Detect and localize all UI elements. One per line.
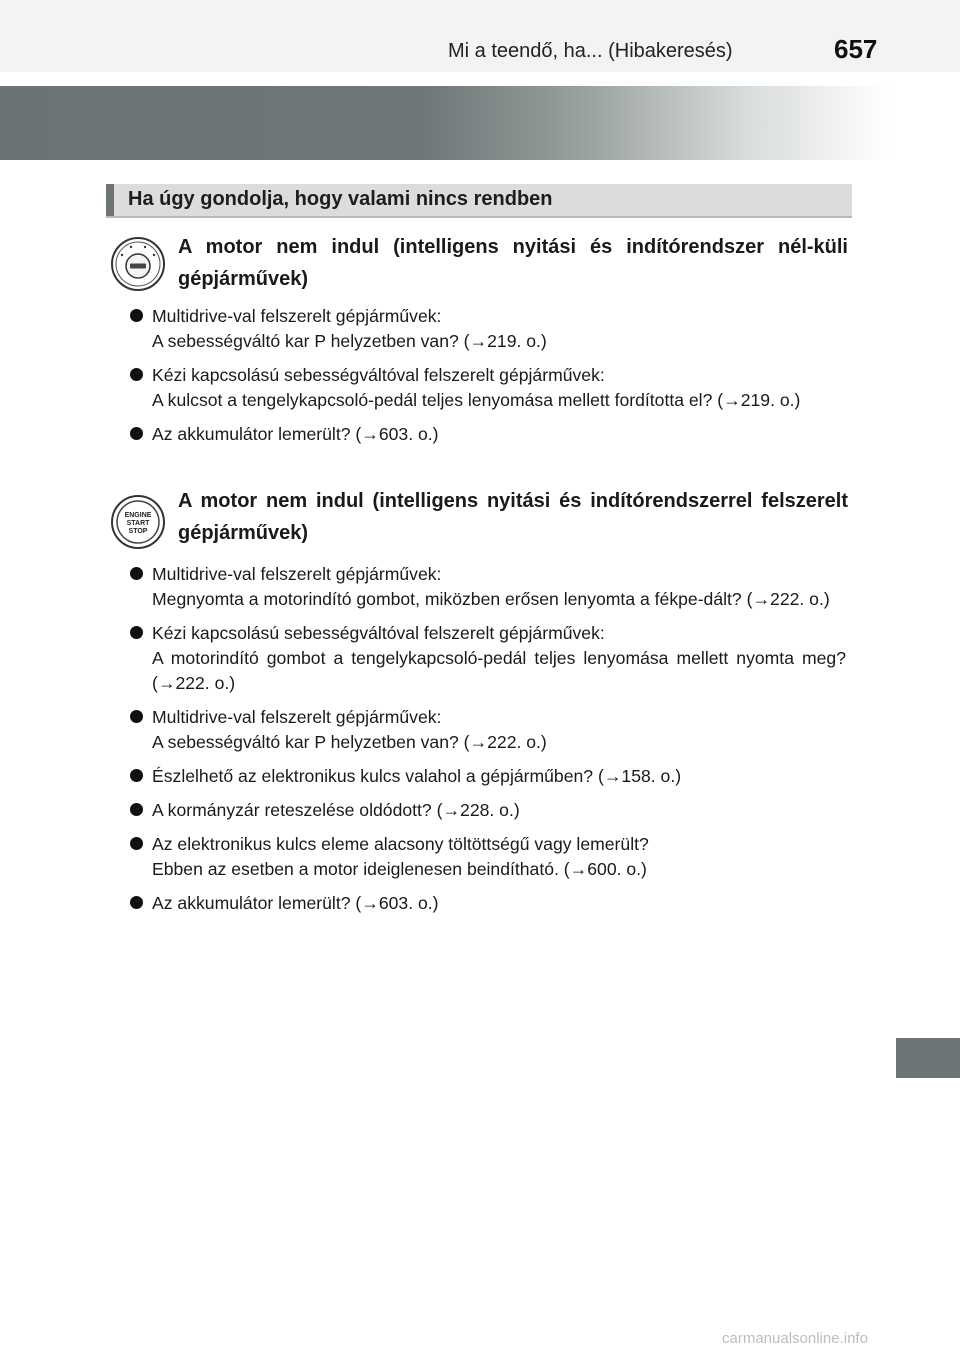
bullet-list: [0, 562, 960, 925]
running-header-title: Mi a teendő, ha... (Hibakeresés): [448, 40, 733, 62]
section-heading-text: Ha úgy gondolja, hogy valami nincs rendben: [128, 188, 553, 210]
list-item: [0, 798, 960, 823]
button-label: START: [126, 520, 150, 527]
list-item-text: Az elektronikus kulcs eleme alacsony töltöttségű vagy lemerült? Ebben az esetben a motor ideiglenesen beindítható. (→600. o.): [152, 834, 649, 879]
bullet-icon: [130, 427, 143, 440]
list-item: [0, 621, 960, 696]
list-item-text: A kormányzár reteszelése oldódott? (→228. o.): [152, 800, 520, 820]
list-item-text: Kézi kapcsolású sebességváltóval felszerelt gépjárművek: A motorindító gombot a tengelykapcsoló-pedál teljes lenyomása mellett nyomta meg? (→222. o.): [152, 623, 846, 693]
list-item-text: Multidrive-val felszerelt gépjárművek: A sebességváltó kar P helyzetben van? (→219. o.): [152, 306, 547, 351]
list-item-text: Multidrive-val felszerelt gépjárművek: A sebességváltó kar P helyzetben van? (→222. o.): [152, 707, 547, 752]
list-item: [0, 304, 960, 354]
bullet-icon: [130, 626, 143, 639]
section-heading: [106, 184, 852, 218]
list-item: [0, 891, 960, 916]
page-number: 657: [834, 34, 878, 64]
list-item-text: Az akkumulátor lemerült? (→603. o.): [152, 893, 439, 913]
bullet-icon: [130, 896, 143, 909]
bullet-icon: [130, 710, 143, 723]
bullet-icon: [130, 769, 143, 782]
chapter-banner: [0, 86, 890, 160]
bullet-icon: [130, 309, 143, 322]
list-item: [0, 832, 960, 882]
list-item-text: Az akkumulátor lemerült? (→603. o.): [152, 424, 439, 444]
chapter-side-tab: [896, 1038, 960, 1078]
watermark: carmanualsonline.info: [722, 1330, 868, 1347]
bullet-icon: [130, 803, 143, 816]
subsection-heading: A motor nem indul (intelligens nyitási és indítórendszer nél-küli gépjárművek): [178, 236, 848, 290]
list-item: [0, 764, 960, 789]
list-item: [0, 422, 960, 447]
section-heading-accent-bar: [106, 184, 114, 216]
list-item-text: Észlelhető az elektronikus kulcs valahol a gépjárműben? (→158. o.): [152, 766, 682, 786]
bullet-icon: [130, 368, 143, 381]
engine-start-stop-button-icon: [110, 494, 166, 550]
list-item: [0, 562, 960, 612]
list-item: [0, 705, 960, 755]
bullet-icon: [130, 837, 143, 850]
button-label: STOP: [128, 528, 148, 535]
list-item-text: Multidrive-val felszerelt gépjárművek: Megnyomta a motorindító gombot, miközben erősen lenyomta a fékpe-dált? (→222. o.): [152, 564, 830, 609]
ignition-key-switch-icon: [110, 236, 166, 292]
subsection-heading: A motor nem indul (intelligens nyitási és indítórendszerrel felszerelt gépjárművek): [178, 490, 848, 544]
button-label: ENGINE: [124, 512, 152, 519]
list-item-text: Kézi kapcsolású sebességváltóval felszerelt gépjárművek: A kulcsot a tengelykapcsoló-pedál teljes lenyomása mellett fordította el? (→219. o.): [152, 365, 801, 410]
bullet-icon: [130, 567, 143, 580]
bullet-list: [0, 304, 960, 456]
list-item: [0, 363, 960, 413]
